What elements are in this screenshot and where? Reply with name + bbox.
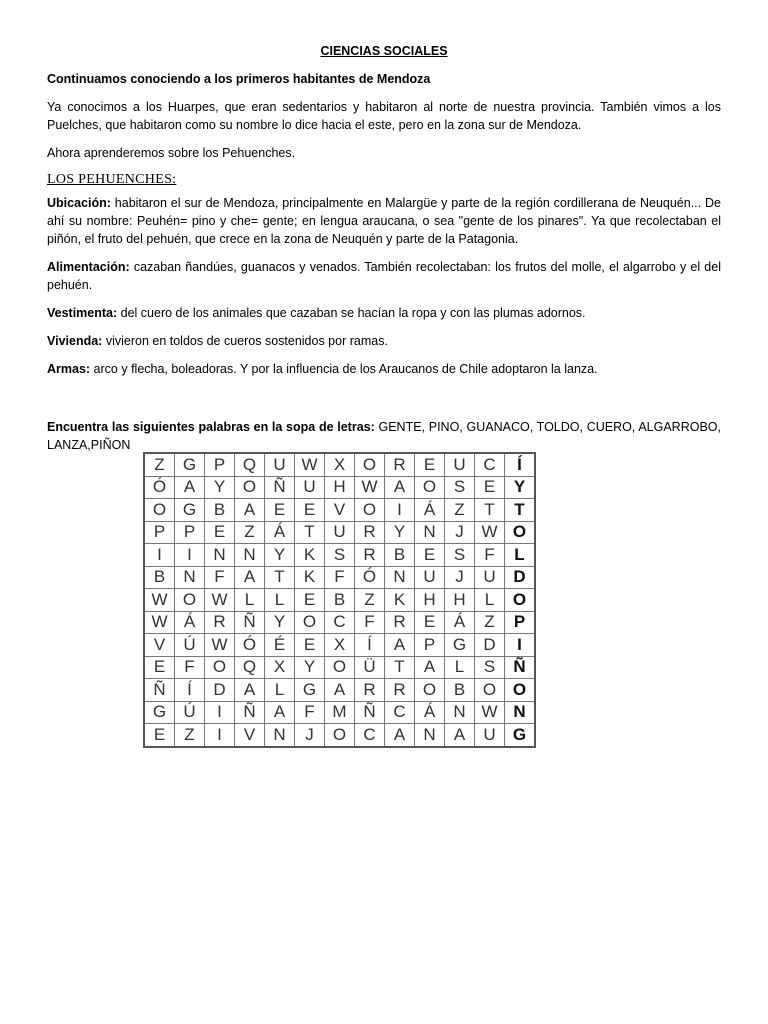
grid-cell[interactable]: A	[235, 679, 265, 702]
grid-cell[interactable]: T	[265, 566, 295, 589]
grid-cell[interactable]: Y	[265, 611, 295, 634]
word-search-instruction	[47, 418, 721, 454]
item-alimentacion	[47, 258, 721, 294]
grid-cell[interactable]: V	[235, 724, 265, 747]
grid-cell[interactable]: O	[175, 589, 205, 612]
grid-cell[interactable]: C	[385, 701, 415, 724]
grid-cell[interactable]: U	[295, 476, 325, 499]
grid-cell[interactable]: D	[475, 634, 505, 657]
grid-cell[interactable]: U	[415, 566, 445, 589]
grid-cell[interactable]: C	[355, 724, 385, 747]
grid-cell[interactable]: T	[295, 521, 325, 544]
grid-row	[144, 453, 535, 476]
grid-cell[interactable]: E	[295, 499, 325, 522]
grid-cell[interactable]: F	[175, 656, 205, 679]
grid-cell[interactable]: Q	[235, 453, 265, 476]
grid-cell[interactable]: E	[144, 656, 175, 679]
item-vivienda	[47, 332, 721, 350]
grid-cell[interactable]: O	[475, 679, 505, 702]
grid-cell[interactable]: M	[325, 701, 355, 724]
grid-cell[interactable]: B	[445, 679, 475, 702]
grid-cell[interactable]: Á	[265, 521, 295, 544]
grid-cell[interactable]: Á	[445, 611, 475, 634]
grid-cell[interactable]: Í	[505, 453, 536, 476]
grid-cell[interactable]: Á	[415, 701, 445, 724]
grid-cell[interactable]: F	[205, 566, 235, 589]
grid-cell[interactable]: U	[475, 566, 505, 589]
learn-paragraph: Ahora aprenderemos sobre los Pehuenches.	[47, 146, 296, 160]
grid-cell[interactable]: Z	[235, 521, 265, 544]
grid-cell[interactable]: Ó	[355, 566, 385, 589]
grid-cell[interactable]: N	[385, 566, 415, 589]
item-label: Vestimenta:	[47, 306, 118, 320]
grid-cell[interactable]: G	[505, 724, 536, 747]
grid-cell[interactable]: Í	[355, 634, 385, 657]
grid-cell[interactable]: U	[325, 521, 355, 544]
grid-cell[interactable]: Y	[265, 544, 295, 567]
grid-cell[interactable]: S	[325, 544, 355, 567]
grid-cell[interactable]: I	[205, 701, 235, 724]
grid-cell[interactable]: Q	[235, 656, 265, 679]
grid-cell[interactable]: L	[265, 679, 295, 702]
grid-cell[interactable]: O	[355, 453, 385, 476]
grid-cell[interactable]: S	[445, 544, 475, 567]
grid-cell[interactable]: E	[265, 499, 295, 522]
grid-cell[interactable]: H	[325, 476, 355, 499]
grid-cell[interactable]: K	[295, 544, 325, 567]
grid-cell[interactable]: R	[355, 544, 385, 567]
grid-cell[interactable]: W	[295, 453, 325, 476]
grid-cell[interactable]: Ú	[175, 634, 205, 657]
word-search-table	[143, 452, 536, 748]
grid-cell[interactable]: N	[445, 701, 475, 724]
grid-cell[interactable]: U	[265, 453, 295, 476]
grid-cell[interactable]: O	[355, 499, 385, 522]
instruction-words: GENTE, PINO, GUANACO, TOLDO, CUERO, ALGARROBO, LANZA,PIÑON	[47, 420, 721, 452]
grid-cell[interactable]: I	[205, 724, 235, 747]
grid-cell[interactable]: O	[325, 656, 355, 679]
grid-cell[interactable]: Y	[295, 656, 325, 679]
grid-cell[interactable]: O	[205, 656, 235, 679]
grid-cell[interactable]: Ñ	[144, 679, 175, 702]
grid-cell[interactable]: O	[235, 476, 265, 499]
document-title: CIENCIAS SOCIALES	[320, 44, 448, 58]
item-text: arco y flecha, boleadoras. Y por la influencia de los Araucanos de Chile adoptaron la lanza.	[90, 362, 598, 376]
grid-cell[interactable]: T	[505, 499, 536, 522]
grid-cell[interactable]: L	[475, 589, 505, 612]
grid-cell[interactable]: N	[265, 724, 295, 747]
grid-cell[interactable]: B	[144, 566, 175, 589]
grid-cell[interactable]: R	[385, 679, 415, 702]
grid-cell[interactable]: L	[235, 589, 265, 612]
item-label: Armas:	[47, 362, 91, 376]
grid-cell[interactable]: H	[445, 589, 475, 612]
grid-cell[interactable]: P	[175, 521, 205, 544]
grid-cell[interactable]: Ó	[144, 476, 175, 499]
grid-cell[interactable]: J	[445, 566, 475, 589]
grid-cell[interactable]: N	[205, 544, 235, 567]
grid-cell[interactable]: G	[175, 453, 205, 476]
grid-row	[144, 566, 535, 589]
grid-row	[144, 476, 535, 499]
grid-cell[interactable]: J	[295, 724, 325, 747]
grid-cell[interactable]: Z	[175, 724, 205, 747]
grid-cell[interactable]: A	[325, 679, 355, 702]
grid-cell[interactable]: R	[205, 611, 235, 634]
grid-cell[interactable]: W	[475, 521, 505, 544]
item-armas	[47, 360, 721, 378]
grid-cell[interactable]: C	[325, 611, 355, 634]
grid-cell[interactable]: A	[385, 476, 415, 499]
grid-cell[interactable]: F	[475, 544, 505, 567]
grid-cell[interactable]: B	[385, 544, 415, 567]
item-vestimenta	[47, 304, 721, 322]
grid-cell[interactable]: A	[175, 476, 205, 499]
grid-row	[144, 634, 535, 657]
grid-row	[144, 521, 535, 544]
grid-cell[interactable]: X	[325, 453, 355, 476]
grid-cell[interactable]: L	[265, 589, 295, 612]
grid-cell[interactable]: D	[205, 679, 235, 702]
grid-cell[interactable]: N	[415, 724, 445, 747]
grid-row	[144, 611, 535, 634]
grid-cell[interactable]: B	[325, 589, 355, 612]
grid-cell[interactable]: O	[295, 611, 325, 634]
grid-cell[interactable]: K	[295, 566, 325, 589]
grid-cell[interactable]: H	[415, 589, 445, 612]
grid-cell[interactable]: Y	[385, 521, 415, 544]
grid-cell[interactable]: D	[505, 566, 536, 589]
grid-cell[interactable]: W	[205, 589, 235, 612]
grid-cell[interactable]: G	[295, 679, 325, 702]
grid-row	[144, 544, 535, 567]
grid-cell[interactable]: N	[235, 544, 265, 567]
grid-cell[interactable]: X	[265, 656, 295, 679]
grid-cell[interactable]: I	[175, 544, 205, 567]
grid-cell[interactable]: Y	[505, 476, 536, 499]
grid-cell[interactable]: J	[445, 521, 475, 544]
grid-cell[interactable]: E	[205, 521, 235, 544]
grid-cell[interactable]: A	[385, 634, 415, 657]
grid-cell[interactable]: L	[505, 544, 536, 567]
grid-cell[interactable]: G	[144, 701, 175, 724]
grid-cell[interactable]: Ñ	[235, 701, 265, 724]
grid-cell[interactable]: Ü	[355, 656, 385, 679]
grid-cell[interactable]: O	[325, 724, 355, 747]
item-ubicacion	[47, 194, 721, 248]
grid-cell[interactable]: O	[505, 521, 536, 544]
instruction-label: Encuentra las siguientes palabras en la sopa de letras:	[47, 420, 375, 434]
grid-row	[144, 656, 535, 679]
grid-cell[interactable]: Ñ	[505, 656, 536, 679]
item-label: Alimentación:	[47, 260, 130, 274]
grid-cell[interactable]: L	[445, 656, 475, 679]
grid-cell[interactable]: Ú	[175, 701, 205, 724]
grid-cell[interactable]: É	[265, 634, 295, 657]
grid-cell[interactable]: Á	[415, 499, 445, 522]
grid-cell[interactable]: I	[505, 634, 536, 657]
grid-cell[interactable]: U	[475, 724, 505, 747]
subtitle: Continuamos conociendo a los primeros habitantes de Mendoza	[47, 72, 431, 86]
grid-cell[interactable]: P	[144, 521, 175, 544]
grid-cell[interactable]: Z	[445, 499, 475, 522]
grid-cell[interactable]: E	[415, 453, 445, 476]
grid-cell[interactable]: G	[175, 499, 205, 522]
grid-cell[interactable]: N	[175, 566, 205, 589]
intro-paragraph: Ya conocimos a los Huarpes, que eran sedentarios y habitaron al norte de nuestra provincia. También vimos a los Puelches, que habitaron como su nombre lo dice hacia el este, pero en la zona sur de Mendoza.	[47, 100, 721, 132]
grid-row	[144, 499, 535, 522]
grid-cell[interactable]: R	[355, 521, 385, 544]
grid-cell[interactable]: F	[355, 611, 385, 634]
grid-cell[interactable]: Z	[475, 611, 505, 634]
grid-cell[interactable]: W	[475, 701, 505, 724]
grid-cell[interactable]: E	[295, 634, 325, 657]
grid-cell[interactable]: P	[415, 634, 445, 657]
grid-cell[interactable]: P	[505, 611, 536, 634]
grid-cell[interactable]: U	[445, 453, 475, 476]
grid-cell[interactable]: Z	[355, 589, 385, 612]
item-label: Vivienda:	[47, 334, 103, 348]
grid-row	[144, 679, 535, 702]
document-page	[47, 40, 721, 464]
grid-cell[interactable]: X	[325, 634, 355, 657]
grid-cell[interactable]: R	[385, 453, 415, 476]
grid-cell[interactable]: E	[475, 476, 505, 499]
item-text: cazaban ñandúes, guanacos y venados. También recolectaban: los frutos del molle, el algarrobo y el del pehuén.	[47, 260, 721, 292]
grid-cell[interactable]: C	[475, 453, 505, 476]
grid-cell[interactable]: F	[295, 701, 325, 724]
grid-cell[interactable]: W	[144, 589, 175, 612]
item-text: del cuero de los animales que cazaban se hacían la ropa y con las plumas adornos.	[117, 306, 586, 320]
grid-cell[interactable]: Z	[144, 453, 175, 476]
grid-cell[interactable]: R	[385, 611, 415, 634]
grid-cell[interactable]: T	[475, 499, 505, 522]
grid-cell[interactable]: W	[144, 611, 175, 634]
grid-cell[interactable]: Á	[175, 611, 205, 634]
grid-cell[interactable]: E	[415, 544, 445, 567]
grid-cell[interactable]: W	[355, 476, 385, 499]
grid-cell[interactable]: R	[355, 679, 385, 702]
grid-cell[interactable]: Ñ	[235, 611, 265, 634]
grid-cell[interactable]: O	[415, 679, 445, 702]
item-label: Ubicación:	[47, 196, 111, 210]
grid-cell[interactable]: A	[415, 656, 445, 679]
grid-cell[interactable]: Ñ	[355, 701, 385, 724]
grid-cell[interactable]: Ó	[235, 634, 265, 657]
grid-cell[interactable]: Y	[205, 476, 235, 499]
grid-cell[interactable]: V	[144, 634, 175, 657]
grid-cell[interactable]: Í	[175, 679, 205, 702]
section-heading: LOS PEHUENCHES:	[47, 172, 177, 187]
grid-cell[interactable]: A	[265, 701, 295, 724]
grid-cell[interactable]: E	[295, 589, 325, 612]
grid-cell[interactable]: O	[415, 476, 445, 499]
grid-cell[interactable]: E	[144, 724, 175, 747]
grid-cell[interactable]: I	[144, 544, 175, 567]
grid-cell[interactable]: T	[385, 656, 415, 679]
grid-cell[interactable]: S	[445, 476, 475, 499]
grid-cell[interactable]: A	[445, 724, 475, 747]
grid-cell[interactable]: P	[205, 453, 235, 476]
grid-cell[interactable]: S	[475, 656, 505, 679]
grid-cell[interactable]: E	[415, 611, 445, 634]
grid-cell[interactable]: G	[445, 634, 475, 657]
item-text: vivieron en toldos de cueros sostenidos por ramas.	[102, 334, 388, 348]
grid-cell[interactable]: I	[385, 499, 415, 522]
grid-cell[interactable]: O	[144, 499, 175, 522]
grid-cell[interactable]: A	[235, 566, 265, 589]
grid-cell[interactable]: W	[205, 634, 235, 657]
grid-cell[interactable]: Ñ	[265, 476, 295, 499]
grid-cell[interactable]: B	[205, 499, 235, 522]
grid-cell[interactable]: F	[325, 566, 355, 589]
grid-cell[interactable]: V	[325, 499, 355, 522]
grid-cell[interactable]: A	[235, 499, 265, 522]
grid-row	[144, 701, 535, 724]
grid-cell[interactable]: O	[505, 679, 536, 702]
grid-cell[interactable]: O	[505, 589, 536, 612]
grid-cell[interactable]: N	[505, 701, 536, 724]
grid-cell[interactable]: K	[385, 589, 415, 612]
grid-cell[interactable]: N	[415, 521, 445, 544]
grid-row	[144, 724, 535, 747]
grid-row	[144, 589, 535, 612]
word-search-grid	[143, 452, 536, 748]
item-text: habitaron el sur de Mendoza, principalmente en Malargüe y parte de la región cordillerana de Neuquén... De ahí su nombre: Peuhén= pino y che= gente; en lengua araucana, o sea "gente de los pinares". Ya que recolectaban el piñón, el fruto del pehuén, que crece en la zona de Neuquén y parte de la Patagonia.	[47, 196, 721, 246]
grid-cell[interactable]: A	[385, 724, 415, 747]
